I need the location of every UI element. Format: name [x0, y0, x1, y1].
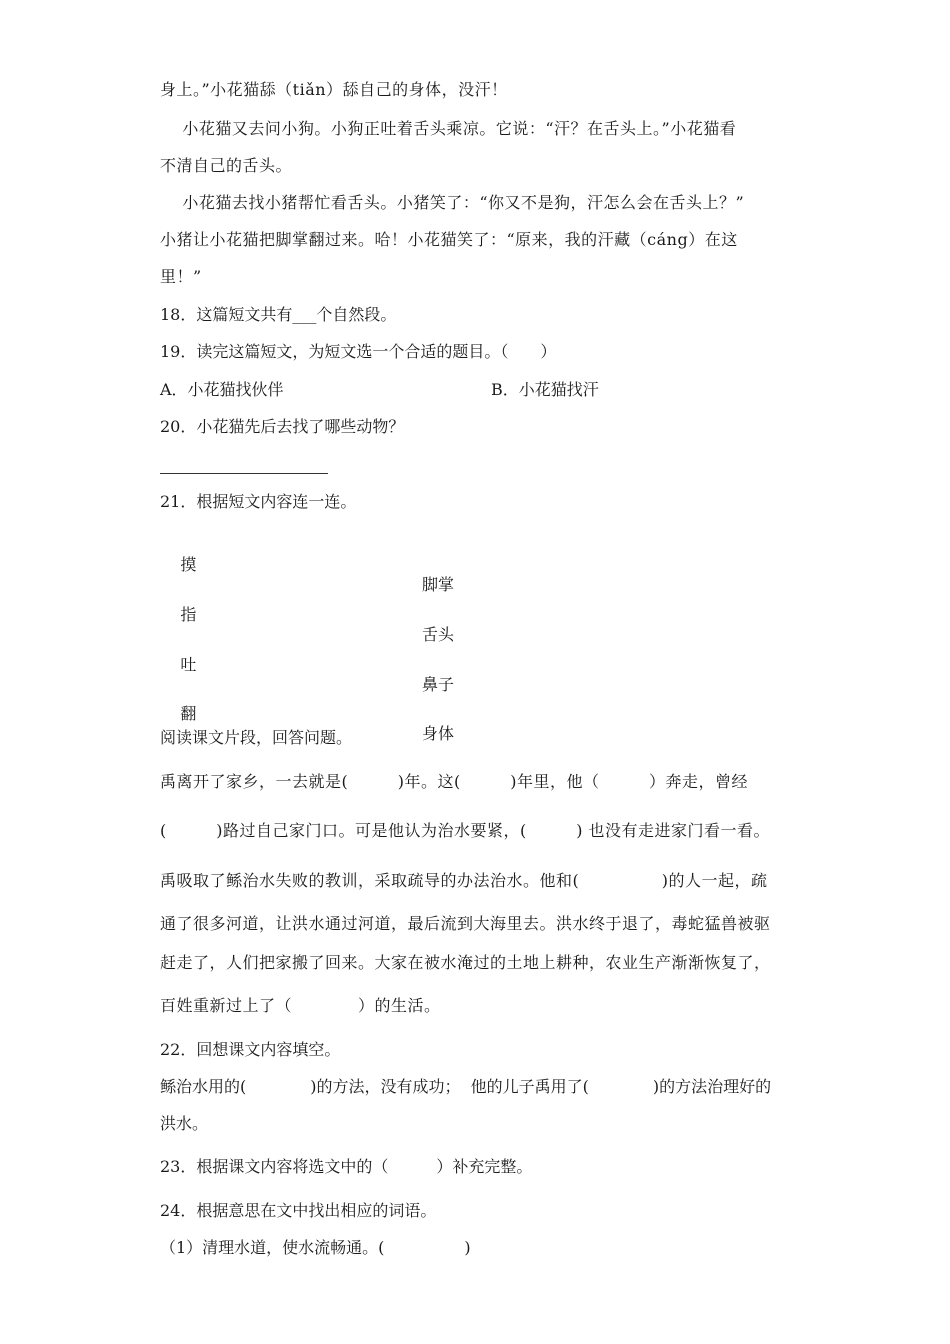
match-left-item: 翻: [180, 704, 197, 723]
answer-line: [160, 473, 328, 474]
reading-2-line-1: 禹离开了家乡，一去就是( )年。这( )年里，他（ ）奔走，曾经: [160, 772, 748, 791]
match-left-item: 摸: [180, 555, 197, 574]
story-paragraph-2-line-1: 小花猫又去问小狗。小狗正吐着舌头乘凉。它说：“汗？在舌头上。”小花猫看: [160, 119, 737, 138]
match-right-item: 舌头: [422, 625, 455, 644]
match-left-item: 吐: [180, 655, 197, 674]
reading-2-line-5: 赶走了，人们把家搬了回来。大家在被水淹过的土地上耕种，农业生产渐渐恢复了，: [160, 953, 771, 972]
reading-2-intro: 阅读课文片段，回答问题。: [160, 728, 353, 747]
question-19-stem: 19．读完这篇短文，为短文选一个合适的题目。（ ）: [160, 342, 557, 361]
reading-2-line-6: 百姓重新过上了（ ）的生活。: [160, 996, 441, 1015]
question-22-stem: 22．回想课文内容填空。: [160, 1040, 341, 1059]
reading-2-line-4: 通了很多河道，让洪水通过河道，最后流到大海里去。洪水终于退了，毒蛇猛兽被驱: [160, 914, 771, 933]
reading-2-line-2: ( )路过自己家门口。可是他认为治水要紧，( ) 也没有走进家门看一看。: [160, 821, 771, 840]
story-paragraph-3-line-1: 小花猫去找小猪帮忙看舌头。小猪笑了：“你又不是狗，汗怎么会在舌头上？”: [160, 193, 745, 212]
question-24-stem: 24．根据意思在文中找出相应的词语。: [160, 1201, 437, 1220]
question-23: 23．根据课文内容将选文中的（ ）补充完整。: [160, 1157, 533, 1176]
question-18: 18．这篇短文共有___个自然段。: [160, 305, 397, 324]
story-paragraph-3-line-3: 里！”: [160, 267, 202, 286]
question-20: 20．小花猫先后去找了哪些动物？: [160, 417, 405, 436]
question-19-option-a: A．小花猫找伙伴: [160, 380, 284, 399]
question-22-line-1: 鲧治水用的( )的方法，没有成功； 他的儿子禹用了( )的方法治理好的: [160, 1077, 772, 1096]
question-21-stem: 21．根据短文内容连一连。: [160, 492, 357, 511]
story-paragraph-2-line-2: 不清自己的舌头。: [160, 156, 293, 175]
match-right-item: 脚掌: [422, 575, 455, 594]
match-left-item: 指: [180, 605, 197, 624]
story-paragraph-1-end: 身上。”小花猫舔（tiǎn）舔自己的身体，没汗！: [160, 80, 508, 99]
story-paragraph-3-line-2: 小猪让小花猫把脚掌翻过来。哈！小花猫笑了：“原来，我的汗藏（cáng）在这: [160, 230, 738, 249]
reading-2-line-3: 禹吸取了鲧治水失败的教训，采取疏导的办法治水。他和( )的人一起，疏: [160, 871, 768, 890]
match-right-item: 身体: [422, 724, 455, 743]
question-24-item-1: （1）清理水道，使水流畅通。( ): [160, 1238, 471, 1257]
question-19-option-b: B．小花猫找汗: [491, 380, 599, 399]
match-right-item: 鼻子: [422, 675, 455, 694]
question-22-line-2: 洪水。: [160, 1114, 209, 1133]
